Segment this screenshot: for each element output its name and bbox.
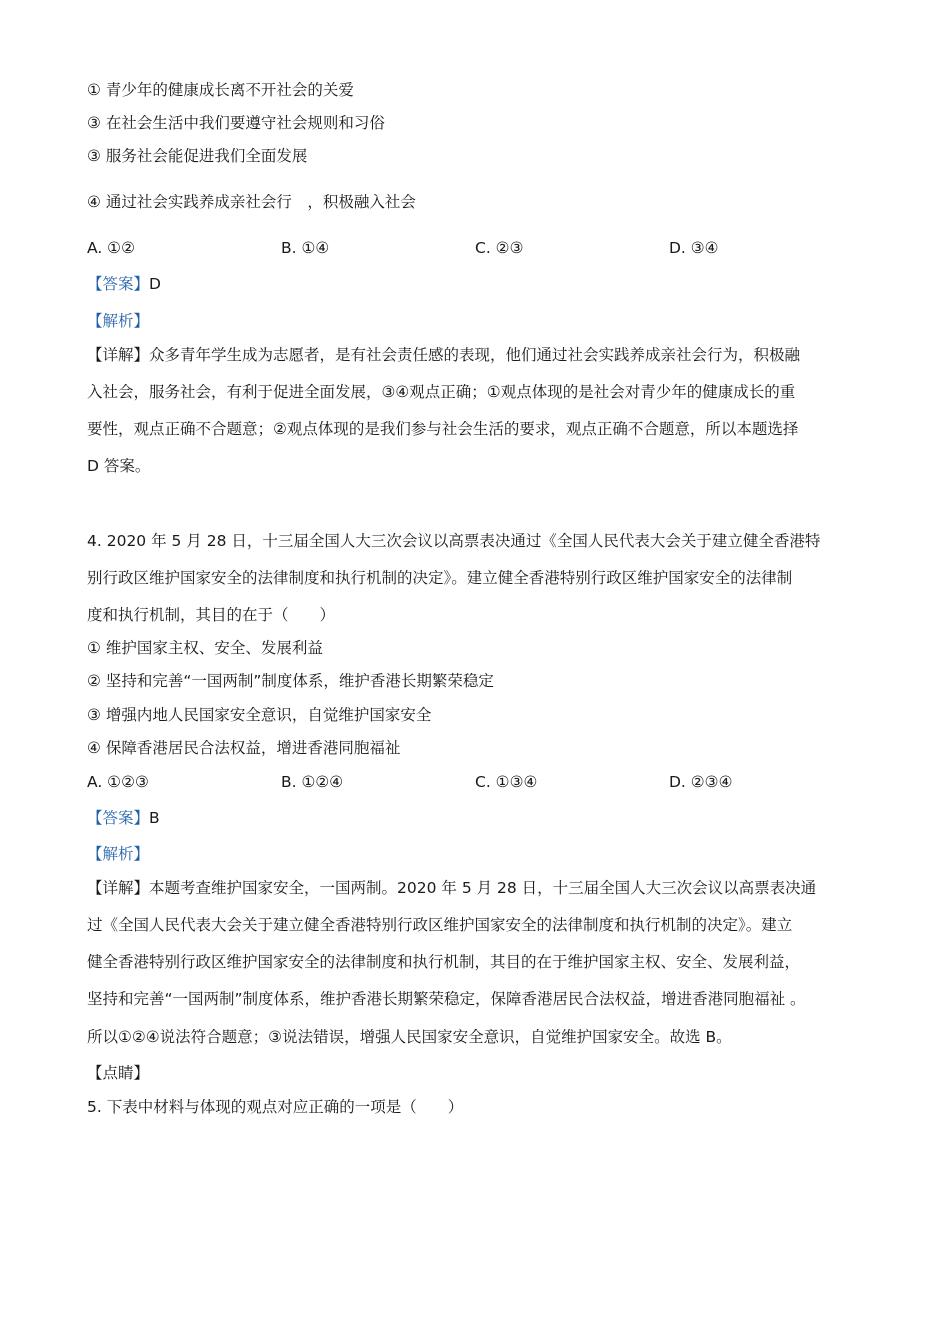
q4-option-b: B. ①②④: [281, 773, 344, 791]
detail-text: 众多青年学生成为志愿者，是有社会责任感的表现，他们通过社会实践养成亲社会行为，积极融: [149, 346, 801, 364]
q3-detail-line-2: 入社会，服务社会，有利于促进全面发展，③④观点正确；①观点体现的是社会对青少年的健康成长的重: [87, 383, 796, 401]
comment-tag: 【点睛】: [87, 1064, 150, 1082]
q3-item-4: ④ 通过社会实践养成亲社会行 ，积极融入社会: [87, 193, 416, 211]
detail-text: 本题考查维护国家安全，一国两制。2020 年 5 月 28 日，十三届全国人大三次会议以高票表决通: [149, 879, 817, 897]
q3-item-1: ① 青少年的健康成长离不开社会的关爱: [87, 81, 354, 99]
analysis-tag: 【解析】: [87, 312, 150, 330]
q4-comment-heading: [87, 1062, 149, 1084]
answer-value: D: [149, 275, 161, 293]
answer-tag: 【答案】: [87, 275, 150, 293]
q4-answer: [87, 807, 160, 829]
q4-item-1: ① 维护国家主权、安全、发展利益: [87, 639, 323, 657]
analysis-tag: 【解析】: [87, 845, 150, 863]
detail-tag: 【详解】: [87, 879, 150, 897]
answer-tag: 【答案】: [87, 809, 150, 827]
q4-detail-line-3: 健全香港特别行政区维护国家安全的法律制度和执行机制，其目的在于维护国家主权、安全、发展利益，: [87, 953, 801, 971]
q5-stem: 5. 下表中材料与体现的观点对应正确的一项是（ ）: [87, 1098, 464, 1116]
q4-option-d: D. ②③④: [669, 773, 733, 791]
q3-detail-line-4: D 答案。: [87, 457, 151, 475]
q4-item-4: ④ 保障香港居民合法权益，增进香港同胞福祉: [87, 739, 401, 757]
q4-stem-line-1: 4. 2020 年 5 月 28 日，十三届全国人大三次会议以高票表决通过《全国人民代表大会关于建立健全香港特: [87, 532, 821, 550]
q4-item-3: ③ 增强内地人民国家安全意识，自觉维护国家安全: [87, 706, 432, 724]
q4-item-2: ② 坚持和完善“一国两制”制度体系，维护香港长期繁荣稳定: [87, 672, 494, 690]
q3-item-3: ③ 服务社会能促进我们全面发展: [87, 147, 308, 165]
q4-option-c: C. ①③④: [475, 773, 538, 791]
q3-analysis-heading: [87, 310, 149, 332]
q3-option-b: B. ①④: [281, 239, 330, 257]
q3-item-2: ③ 在社会生活中我们要遵守社会规则和习俗: [87, 114, 385, 132]
q3-option-d: D. ③④: [669, 239, 719, 257]
q4-detail-line-1: [87, 877, 816, 899]
q3-option-a: A. ①②: [87, 239, 135, 257]
answer-value: B: [149, 809, 160, 827]
q3-detail-line-3: 要性，观点正确不合题意；②观点体现的是我们参与社会生活的要求，观点正确不合题意，所以本题选择: [87, 420, 799, 438]
q3-option-c: C. ②③: [475, 239, 524, 257]
q4-detail-line-2: 过《全国人民代表大会关于建立健全香港特别行政区维护国家安全的法律制度和执行机制的决定》。建立: [87, 916, 793, 934]
q3-detail-line-1: [87, 344, 800, 366]
q4-analysis-heading: [87, 843, 149, 865]
q4-stem-line-2: 别行政区维护国家安全的法律制度和执行机制的决定》。建立健全香港特别行政区维护国家安全的法律制: [87, 569, 793, 587]
q4-stem-line-3: 度和执行机制，其目的在于（ ）: [87, 606, 336, 624]
q4-detail-line-5: 所以①②④说法符合题意；③说法错误，增强人民国家安全意识，自觉维护国家安全。故选 B。: [87, 1028, 732, 1046]
detail-tag: 【详解】: [87, 346, 150, 364]
q4-option-a: A. ①②③: [87, 773, 149, 791]
q4-detail-line-4: 坚持和完善“一国两制”制度体系，维护香港长期繁荣稳定，保障香港居民合法权益，增进香港同胞福祉 。: [87, 990, 806, 1008]
q3-answer: [87, 273, 161, 295]
